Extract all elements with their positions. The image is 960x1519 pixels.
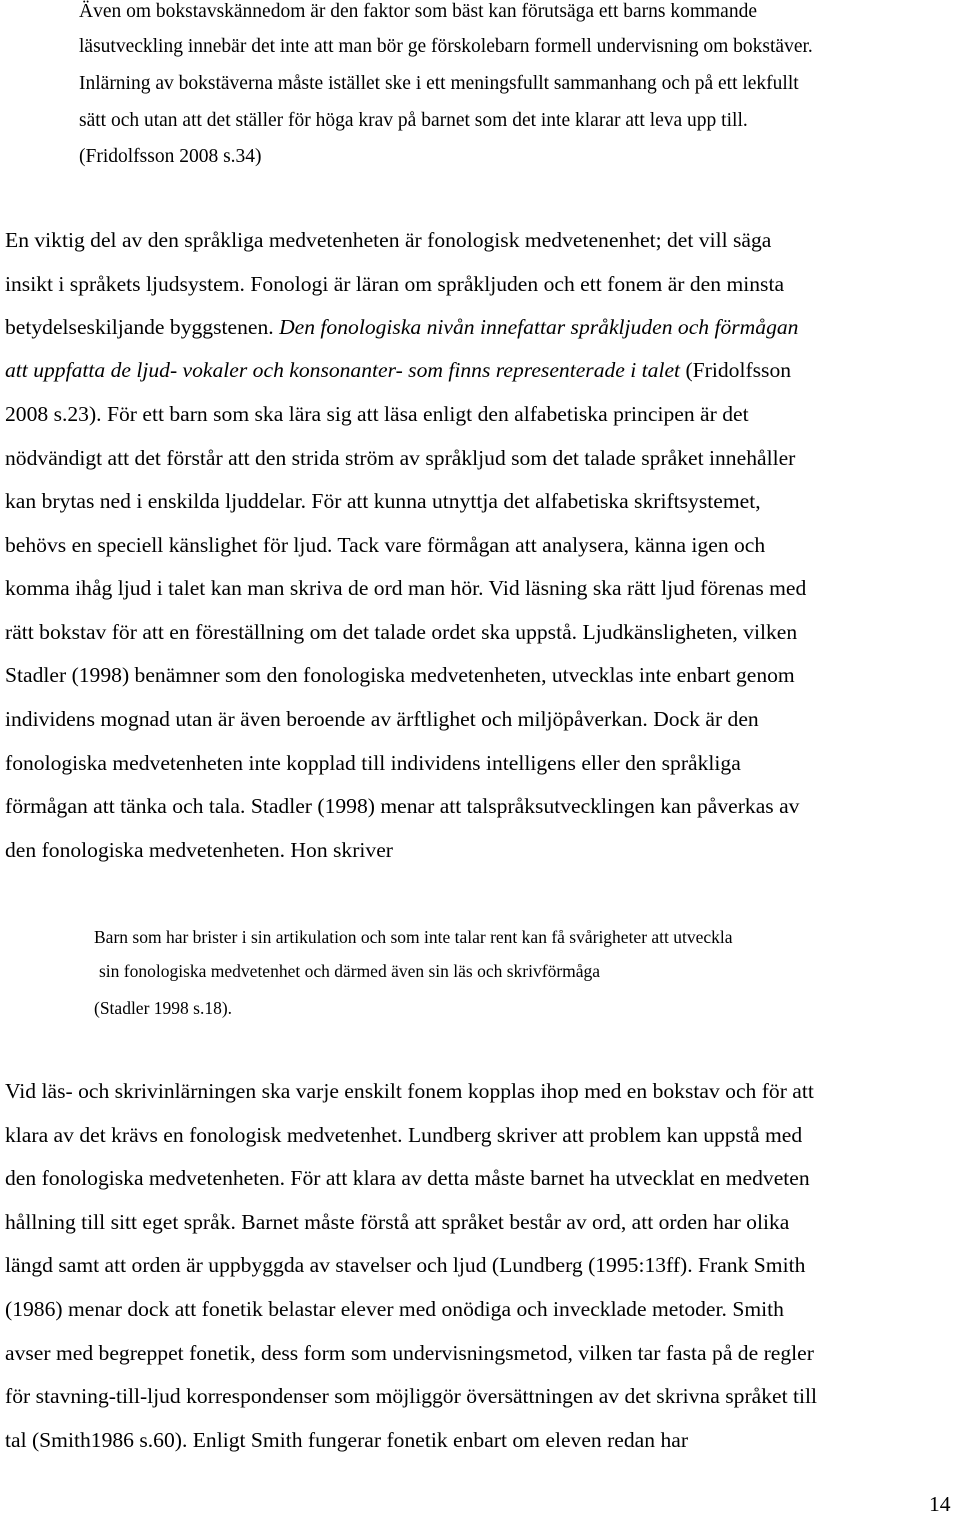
quote-citation: (Stadler 1998 s.18). [94,998,233,1018]
intro-line: sätt och utan att det ställer för höga krav på barnet som det inte klarar att leva upp till. [79,110,748,131]
body-line: fonologiska medvetenheten inte kopplad till individens intelligens eller den språkliga [5,751,741,775]
intro-line: Även om bokstavskännedom är den faktor som bäst kan förutsäga ett barns kommande [79,1,757,22]
intro-citation: (Fridolfsson 2008 s.34) [79,146,262,167]
page-number: 14 [929,1492,951,1516]
italic-text: Den fonologiska nivån innefattar språkljuden och förmågan [279,315,799,339]
body-line: för stavning-till-ljud korrespondenser som möjliggör översättningen av det skrivna språket till [5,1384,818,1408]
intro-line: Inlärning av bokstäverna måste istället ske i ett meningsfullt sammanhang och på ett lekfullt [79,73,799,94]
intro-line: läsutveckling innebär det inte att man bör ge förskolebarn formell undervisning om bokstäver. [79,36,813,57]
body-line: nödvändigt att det förstår att den strida ström av språkljud som det talade språket innehåller [5,446,796,470]
italic-text: att uppfatta de ljud- vokaler och konsonanter- som finns representerade i talet [5,358,681,382]
body-line: Vid läs- och skrivinlärningen ska varje enskilt fonem kopplas ihop med en bokstav och för att [5,1079,814,1103]
body-line: den fonologiska medvetenheten. Hon skriver [5,838,393,862]
body-line: den fonologiska medvetenheten. För att klara av detta måste barnet ha utvecklat en medveten [5,1166,810,1190]
body-line: Stadler (1998) benämner som den fonologiska medvetenheten, utvecklas inte enbart genom [5,663,795,687]
body-line: individens mognad utan är även beroende av ärftlighet och miljöpåverkan. Dock är den [5,707,759,731]
body-line: behövs en speciell känslighet för ljud. Tack vare förmågan att analysera, känna igen och [5,533,766,557]
body-line: klara av det krävs en fonologisk medvetenhet. Lundberg skriver att problem kan uppstå med [5,1123,803,1147]
body-line: insikt i språkets ljudsystem. Fonologi är läran om språkljuden och ett fonem är den minsta [5,272,785,296]
body-line: 2008 s.23). För ett barn som ska lära sig att läsa enligt den alfabetiska principen är det [5,402,749,426]
body-line: förmågan att tänka och tala. Stadler (1998) menar att talspråksutvecklingen kan påverkas av [5,794,800,818]
body-line: längd samt att orden är uppbyggda av stavelser och ljud (Lundberg (1995:13ff). Frank Smith [5,1253,806,1277]
body-text: (Fridolfsson [680,358,792,382]
body-line: avser med begreppet fonetik, dess form som undervisningsmetod, vilken tar fasta på de regler [5,1341,814,1365]
quote-line: sin fonologiska medvetenhet och därmed även sin läs och skrivförmåga [99,961,601,981]
body-line [5,315,798,340]
body-line: kan brytas ned i enskilda ljuddelar. För att kunna utnyttja det alfabetiska skriftsystemet, [5,489,761,513]
body-line [5,358,791,383]
quote-line: Barn som har brister i sin artikulation och som inte talar rent kan få svårigheter att utveckla [94,927,733,947]
body-line: rätt bokstav för att en föreställning om det talade ordet ska uppstå. Ljudkänsligheten, vilken [5,620,798,644]
body-line: (1986) menar dock att fonetik belastar elever med onödiga och invecklade metoder. Smith [5,1297,784,1321]
body-line: En viktig del av den språkliga medvetenheten är fonologisk medvetenenhet; det vill säga [5,228,772,252]
body-line: hållning till sitt eget språk. Barnet måste förstå att språket består av ord, att orden har olika [5,1210,790,1234]
body-line: tal (Smith1986 s.60). Enligt Smith fungerar fonetik enbart om eleven redan har [5,1428,689,1452]
body-text: betydelseskiljande byggstenen. [5,315,280,339]
body-line: komma ihåg ljud i talet kan man skriva de ord man hör. Vid läsning ska rätt ljud förenas med [5,576,807,600]
